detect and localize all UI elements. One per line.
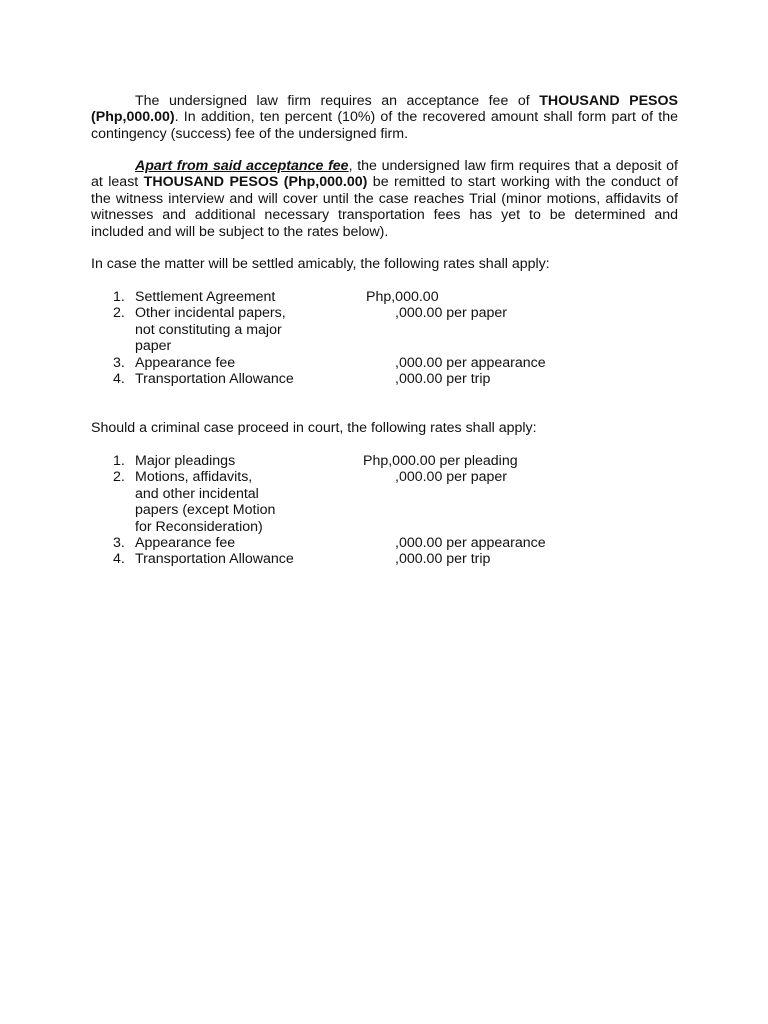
rate-item-number: 3. (113, 354, 125, 371)
rate-item (91, 305, 651, 354)
rate-item-amount: ,000.00 per paper (395, 305, 508, 322)
rate-item (91, 453, 651, 469)
rate-item (91, 371, 651, 387)
settlement-rates-list (91, 289, 651, 387)
rate-item-description (135, 469, 275, 535)
rate-item (91, 469, 651, 535)
rate-item-description-line: for Reconsideration) (135, 518, 263, 535)
rate-item-description (135, 289, 275, 305)
rate-item-description (135, 371, 294, 387)
rate-item-amount: Php,000.00 (366, 289, 439, 305)
rate-item-description-line: Appearance fee (135, 534, 236, 551)
criminal-rates-list (91, 453, 651, 568)
paragraph-deposit (91, 158, 678, 240)
rate-item-number: 1. (113, 289, 125, 305)
rate-item-description-line: Motions, affidavits, (135, 469, 253, 486)
rate-item-amount: ,000.00 per appearance (395, 354, 546, 371)
rate-item (91, 551, 651, 567)
rate-item-description-line: Transportation Allowance (135, 551, 294, 568)
rate-item-description-line: Settlement Agreement (135, 289, 276, 305)
rate-item-description-line: paper (135, 338, 172, 355)
p1-text-a: The undersigned law firm requires an acceptance fee of (135, 93, 540, 109)
rate-item-description (135, 453, 235, 469)
rate-item-number: 3. (113, 534, 125, 551)
rate-item-description-line: and other incidental (135, 485, 259, 502)
rate-item-description-line: papers (except Motion (135, 502, 276, 519)
rate-item-amount: ,000.00 per trip (395, 370, 491, 387)
p2-text-b: , the undersigned law firm requires that a deposit of at least (91, 158, 678, 191)
paragraph-criminal-intro: Should a criminal case proceed in court, the following rates shall apply: (91, 420, 537, 436)
rate-item (91, 289, 651, 305)
paragraph-settlement-intro: In case the matter will be settled amicably, the following rates shall apply: (91, 256, 550, 272)
rate-item-amount: ,000.00 per appearance (395, 534, 546, 551)
rate-item-amount: ,000.00 per paper (395, 469, 508, 486)
p2-text-d: be remitted to start working with the conduct of the witness interview and will cover until the case reaches Trial (minor motions, affidavits of witnesses and additional necessary transportation fees has yet to be determined and included and will be subject to the rates below). (91, 174, 679, 240)
rate-item-description-line: Major pleadings (135, 453, 236, 469)
paragraph-acceptance-fee (91, 93, 678, 142)
rate-item-description-line: Other incidental papers, (135, 305, 286, 322)
rate-item-description (135, 551, 294, 567)
rate-item-number: 2. (113, 305, 125, 322)
p2-emphasis: Apart from said acceptance fee (135, 158, 349, 174)
rate-item-number: 1. (113, 453, 125, 469)
p1-amount: THOUSAND PESOS (Php,000.00) (91, 93, 678, 126)
rate-item-number: 4. (113, 551, 125, 568)
rate-item (91, 355, 651, 371)
p2-amount: THOUSAND PESOS (Php,000.00) (143, 174, 368, 191)
rate-item-number: 4. (113, 370, 125, 387)
rate-item (91, 535, 651, 551)
rate-item-number: 2. (113, 469, 125, 486)
rate-item-description (135, 535, 235, 551)
rate-item-amount: ,000.00 per trip (395, 551, 491, 568)
rate-item-description-line: Appearance fee (135, 354, 236, 371)
rate-item-amount: Php,000.00 per pleading (363, 453, 518, 469)
rate-item-description-line: not constituting a major (135, 321, 282, 338)
rate-item-description (135, 355, 235, 371)
p1-text-c: . In addition, ten percent (10%) of the recovered amount shall form part of the contingency (success) fee of the undersigned firm. (91, 109, 678, 142)
rate-item-description (135, 305, 286, 354)
rate-item-description-line: Transportation Allowance (135, 370, 294, 387)
